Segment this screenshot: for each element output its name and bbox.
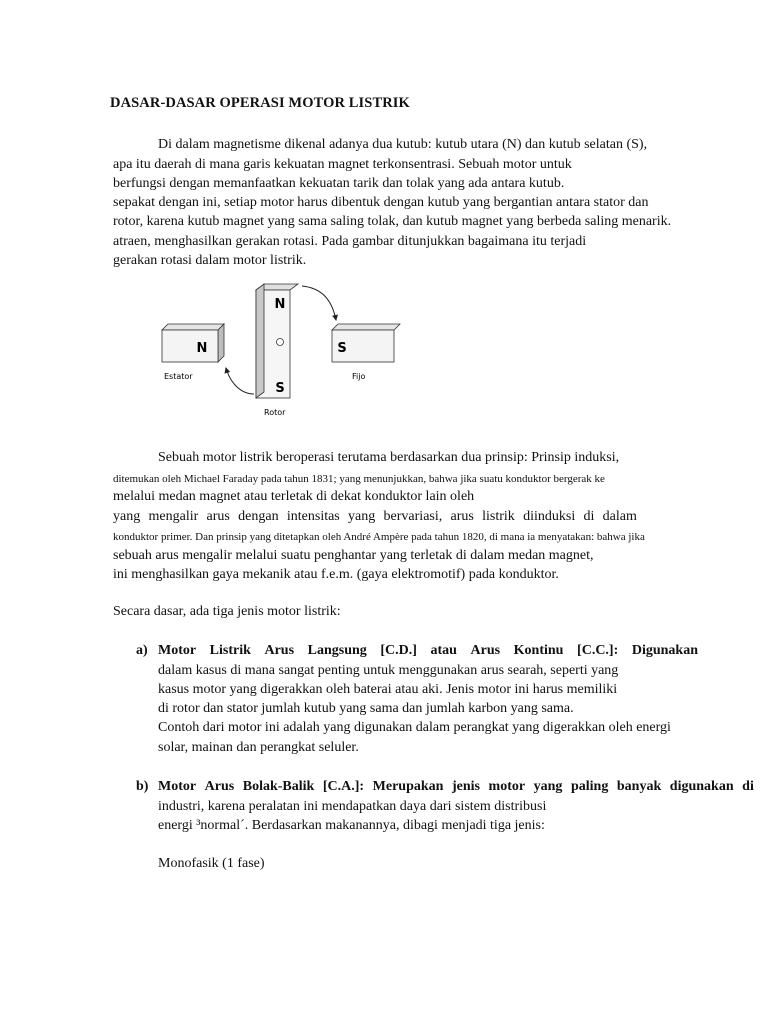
rotor-bottom-pole-label: S: [275, 381, 285, 396]
para2-line-4: yang mengalir arus dengan intensitas yang bervariasi, arus listrik diinduksi di dalam: [113, 509, 637, 524]
right-stator-pole-label: S: [337, 341, 347, 356]
item-b-line-1: industri, karena peralatan ini mendapatkan daya dari sistem distribusi: [158, 799, 547, 814]
item-a-heading: Motor Listrik Arus Langsung [C.D.] atau Arus Kontinu [C.C.]: Digunakan: [158, 643, 698, 658]
para1-line-4: sepakat dengan ini, setiap motor harus dibentuk dengan kutub yang bergantian antara stator dan: [113, 195, 649, 210]
rotor-axis-icon: [277, 339, 284, 346]
para1-line-5: rotor, karena kutub magnet yang sama saling tolak, dan kutub magnet yang berbeda saling menarik.: [113, 214, 672, 229]
item-b-line-2: energi ³normal´. Berdasarkan makanannya, dibagi menjadi tiga jenis:: [158, 818, 545, 833]
item-a-line-4: Contoh dari motor ini adalah yang digunakan dalam perangkat yang digerakkan oleh energi: [158, 720, 671, 735]
item-a-line-3: di rotor dan stator jumlah kutub yang sama dan jumlah karbon yang sama.: [158, 701, 574, 716]
motor-rotation-figure: [160, 282, 410, 422]
para1-line-2: apa itu daerah di mana garis kekuatan magnet terkonsentrasi. Sebuah motor untuk: [113, 157, 572, 172]
item-a-line-2: kasus motor yang digerakkan oleh baterai atau aki. Jenis motor ini harus memiliki: [158, 682, 618, 697]
right-stator-magnet: [332, 324, 400, 362]
left-stator-pole-label: N: [196, 341, 208, 356]
rotation-arrow-bottom-icon: [226, 368, 254, 394]
label-fijo: Fijo: [352, 372, 366, 381]
label-estator: Estator: [164, 372, 193, 381]
para1-line-6: atraen, menghasilkan gerakan rotasi. Pada gambar ditunjukkan bagaimana itu terjadi: [113, 234, 587, 249]
para2-line-3: melalui medan magnet atau terletak di dekat konduktor lain oleh: [113, 489, 475, 504]
rotor-top-pole-label: N: [274, 297, 286, 312]
item-a-line-5: solar, mainan dan perangkat seluler.: [158, 740, 359, 755]
rotation-arrow-top-icon: [302, 286, 336, 320]
para2-line-6: sebuah arus mengalir melalui suatu penghantar yang terletak di dalam medan magnet,: [113, 548, 594, 563]
para2-line-2: ditemukan oleh Michael Faraday pada tahun 1831; yang menunjukkan, bahwa jika suatu konduktor bergerak ke: [113, 473, 605, 485]
left-stator-magnet: [162, 324, 224, 362]
label-rotor: Rotor: [264, 408, 286, 417]
item-b-heading: Motor Arus Bolak-Balik [C.A.]: Merupakan jenis motor yang paling banyak digunakan di: [158, 779, 754, 794]
monofasik-heading: Monofasik (1 fase): [158, 856, 265, 871]
para1-line-1: Di dalam magnetisme dikenal adanya dua kutub: kutub utara (N) dan kutub selatan (S),: [158, 137, 648, 152]
para1-line-7: gerakan rotasi dalam motor listrik.: [113, 253, 307, 268]
item-a-marker: a): [136, 643, 148, 658]
para2-line-7: ini menghasilkan gaya mekanik atau f.e.m. (gaya elektromotif) pada konduktor.: [113, 567, 559, 582]
para2-line-1: Sebuah motor listrik beroperasi terutama berdasarkan dua prinsip: Prinsip induksi,: [158, 450, 620, 465]
document-title: DASAR-DASAR OPERASI MOTOR LISTRIK: [110, 95, 410, 111]
item-a-line-1: dalam kasus di mana sangat penting untuk menggunakan arus searah, seperti yang: [158, 663, 619, 678]
rotor-magnet: [256, 284, 298, 398]
para2-line-5: konduktor primer. Dan prinsip yang ditetapkan oleh André Ampère pada tahun 1820, di mana ia menyatakan: bahwa jika: [113, 531, 645, 543]
para1-line-3: berfungsi dengan memanfaatkan kekuatan tarik dan tolak yang ada antara kutub.: [113, 176, 565, 191]
motor-types-intro: Secara dasar, ada tiga jenis motor listrik:: [113, 604, 341, 619]
item-b-marker: b): [136, 779, 149, 794]
